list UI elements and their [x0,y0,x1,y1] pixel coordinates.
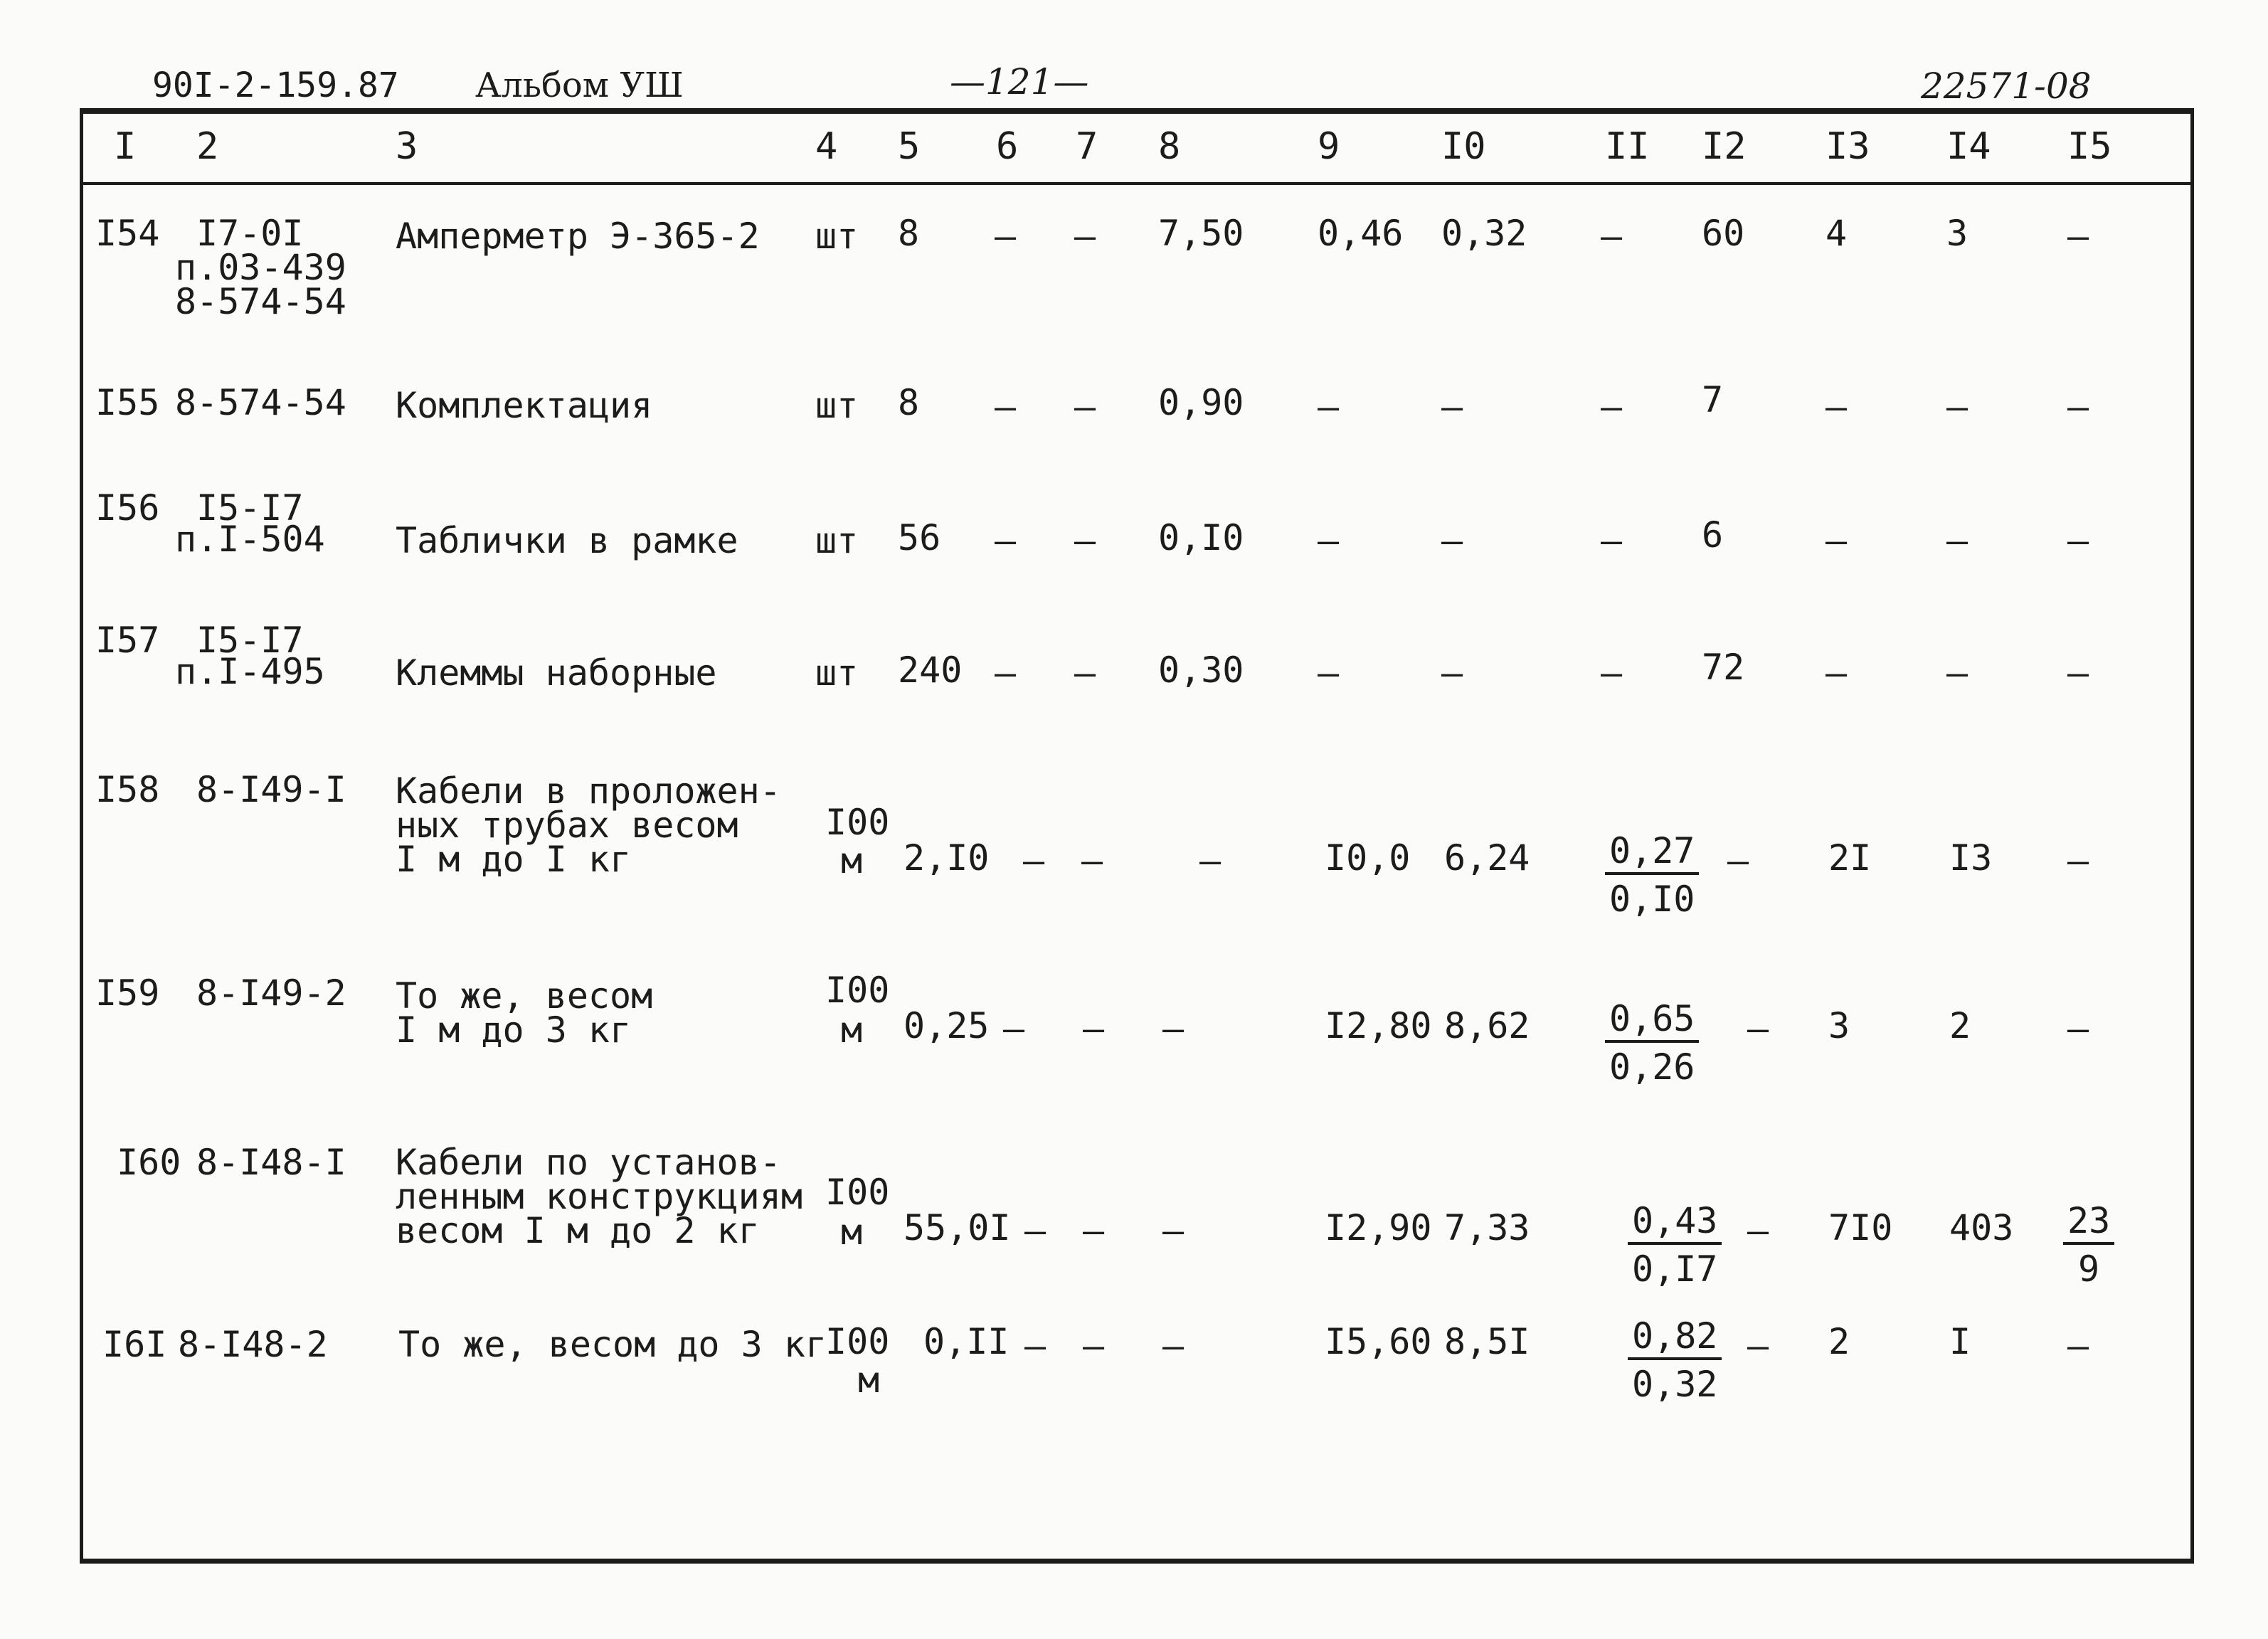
cell-15: – [2067,386,2089,428]
cell-11: – [1601,216,1623,257]
row-number: I59 [95,972,160,1014]
row-number: I57 [95,620,160,661]
item-name: I м до I кг [396,839,632,880]
col-header-6: 6 [996,125,1019,168]
cell-14: – [1946,386,1968,428]
cell-9: – [1318,520,1340,561]
norm-code: 8-574-54 [175,382,346,423]
page-number: —121— [950,61,1089,102]
cell-7: – [1074,520,1096,561]
cell-14: I3 [1949,837,1993,879]
row-number: I56 [95,487,160,529]
unit: I00 [825,970,890,1011]
cell-11-fraction [1605,832,1699,918]
cell-11: – [1601,652,1623,694]
fraction-numerator: 0,43 [1628,1202,1722,1245]
col-header-2: 2 [196,125,219,168]
item-name: То же, весом до 3 кг [398,1324,827,1365]
cell-7: – [1074,216,1096,257]
item-name: Кабели по установ- [396,1142,781,1183]
cell-8: – [1162,1325,1185,1367]
item-name: ных трубах весом [396,805,738,846]
cell-10: 0,32 [1441,213,1527,254]
cell-15-fraction [2063,1202,2114,1288]
cell-13: 7I0 [1828,1207,1893,1248]
cell-8: 0,I0 [1158,517,1244,558]
item-name: Кабели в проложен- [396,770,781,812]
unit: м [841,1009,863,1051]
fraction-denominator: 0,26 [1609,1046,1695,1088]
cell-13: 4 [1825,213,1848,254]
cell-6: – [1024,1325,1046,1367]
unit: м [841,840,863,881]
row-number: I55 [95,382,160,423]
item-name: Таблички в рамке [396,520,738,561]
cell-15: – [2067,216,2089,257]
fraction-numerator: 0,82 [1628,1317,1722,1360]
cell-12: – [1747,1008,1769,1049]
fraction-numerator: 23 [2063,1202,2114,1245]
item-name: Амперметр Э-365-2 [396,216,760,257]
cell-15: – [2067,1325,2089,1367]
document-code: 90I-2-159.87 [152,65,399,105]
norm-code: п.I-504 [175,519,325,560]
col-header-12: I2 [1702,125,1747,168]
norm-code: 8-574-54 [175,281,346,322]
cell-6: – [1024,1210,1046,1251]
cell-5: 0,II [923,1321,1010,1362]
unit: шт [815,385,859,426]
item-name: То же, весом [396,975,653,1017]
cell-14: – [1946,520,1968,561]
cell-7: – [1074,652,1096,694]
cell-8: 0,30 [1158,649,1244,691]
cell-9: I5,60 [1325,1321,1432,1362]
cell-13: – [1825,520,1848,561]
cell-15: – [2067,1008,2089,1049]
cell-12: 6 [1702,514,1724,556]
cell-5: 240 [898,649,963,691]
inventory-number: 22571-08 [1921,65,2092,107]
row-number: I54 [95,213,160,254]
cell-10: 8,5I [1444,1321,1530,1362]
cell-11: – [1601,520,1623,561]
cell-7: – [1083,1210,1105,1251]
cell-12: – [1747,1210,1769,1251]
col-header-11: II [1605,125,1650,168]
norm-code: 8-I48-2 [178,1324,328,1365]
cell-7: – [1081,840,1103,881]
fraction-numerator: 0,65 [1605,1000,1699,1043]
norm-code: п.03-439 [175,247,346,288]
cell-11-fraction [1628,1317,1722,1403]
cell-13: 2I [1828,837,1872,879]
cell-6: – [995,520,1017,561]
fraction-denominator: 0,32 [1632,1364,1718,1405]
cell-15: – [2067,652,2089,694]
unit: I00 [825,1172,890,1213]
header-rule [80,182,2194,185]
unit: шт [815,216,859,257]
cell-8: 0,90 [1158,382,1244,423]
unit: м [841,1211,863,1253]
cell-7: – [1083,1325,1105,1367]
norm-code: 8-I49-2 [196,972,346,1014]
cell-14: 3 [1946,213,1968,254]
norm-code: I5-I7 [196,487,304,529]
cell-13: – [1825,386,1848,428]
col-header-5: 5 [898,125,921,168]
cell-6: – [995,652,1017,694]
cell-15: – [2067,840,2089,881]
cell-13: – [1825,652,1848,694]
fraction-numerator: 0,27 [1605,832,1699,875]
cell-10: 7,33 [1444,1207,1530,1248]
norm-code: I7-0I [196,213,304,254]
cell-8: 7,50 [1158,213,1244,254]
cell-9: I0,0 [1325,837,1411,879]
cell-9: I2,90 [1325,1207,1432,1248]
cell-10: 8,62 [1444,1005,1530,1046]
cell-9: 0,46 [1318,213,1404,254]
item-name: ленным конструкциям [396,1176,802,1217]
cell-10: – [1441,652,1463,694]
cell-12: 60 [1702,213,1745,254]
cell-8: – [1199,840,1222,881]
cell-14: – [1946,652,1968,694]
col-header-15: I5 [2067,125,2112,168]
cell-6: – [995,386,1017,428]
unit: шт [815,652,859,694]
cell-6: – [995,216,1017,257]
unit: м [858,1359,880,1401]
cell-10: – [1441,520,1463,561]
cell-11-fraction [1628,1202,1722,1288]
col-header-4: 4 [815,125,838,168]
cell-9: – [1318,652,1340,694]
row-number: I6I [102,1324,167,1365]
cell-11: – [1601,386,1623,428]
cell-9: I2,80 [1325,1005,1432,1046]
album-label: Альбом УШ [475,65,684,105]
col-header-13: I3 [1825,125,1870,168]
cell-7: – [1074,386,1096,428]
cell-13: 3 [1828,1005,1850,1046]
cell-11-fraction [1605,1000,1699,1086]
cell-8: – [1162,1008,1185,1049]
col-header-7: 7 [1076,125,1098,168]
cell-5: 8 [898,213,920,254]
cell-5: 56 [898,517,941,558]
item-name: весом I м до 2 кг [396,1210,760,1251]
col-header-14: I4 [1946,125,1991,168]
fraction-denominator: 0,I0 [1609,879,1695,920]
col-header-10: I0 [1441,125,1486,168]
cell-12: – [1727,840,1749,881]
col-header-1: I [114,125,137,168]
cell-12: 72 [1702,647,1745,688]
item-name: Клеммы наборные [396,652,717,694]
cell-5: 2,I0 [904,837,990,879]
cell-14: 403 [1949,1207,2014,1248]
cell-6: – [1023,840,1045,881]
fraction-denominator: 0,I7 [1632,1248,1718,1290]
row-number: I60 [117,1142,181,1183]
cell-14: I [1949,1321,1971,1362]
cell-5: 0,25 [904,1005,990,1046]
col-header-3: 3 [396,125,418,168]
row-number: I58 [95,769,160,810]
cell-7: – [1083,1008,1105,1049]
item-name: Комплектация [396,385,653,426]
norm-code: п.I-495 [175,651,325,692]
cell-5: 8 [898,382,920,423]
norm-code: 8-I48-I [196,1142,346,1183]
cell-6: – [1003,1008,1025,1049]
cell-12: 7 [1702,379,1724,420]
unit: I00 [825,802,890,843]
cell-9: – [1318,386,1340,428]
unit: I00 [825,1321,890,1362]
cell-15: – [2067,520,2089,561]
cell-14: 2 [1949,1005,1971,1046]
unit: шт [815,520,859,561]
fraction-denominator: 9 [2078,1248,2100,1290]
col-header-9: 9 [1318,125,1340,168]
item-name: I м до 3 кг [396,1009,632,1051]
norm-code: I5-I7 [196,620,304,661]
cell-13: 2 [1828,1321,1850,1362]
cell-10: – [1441,386,1463,428]
cell-10: 6,24 [1444,837,1530,879]
cell-8: – [1162,1210,1185,1251]
norm-code: 8-I49-I [196,769,346,810]
cell-5: 55,0I [904,1207,1011,1248]
cell-12: – [1747,1325,1769,1367]
col-header-8: 8 [1158,125,1181,168]
